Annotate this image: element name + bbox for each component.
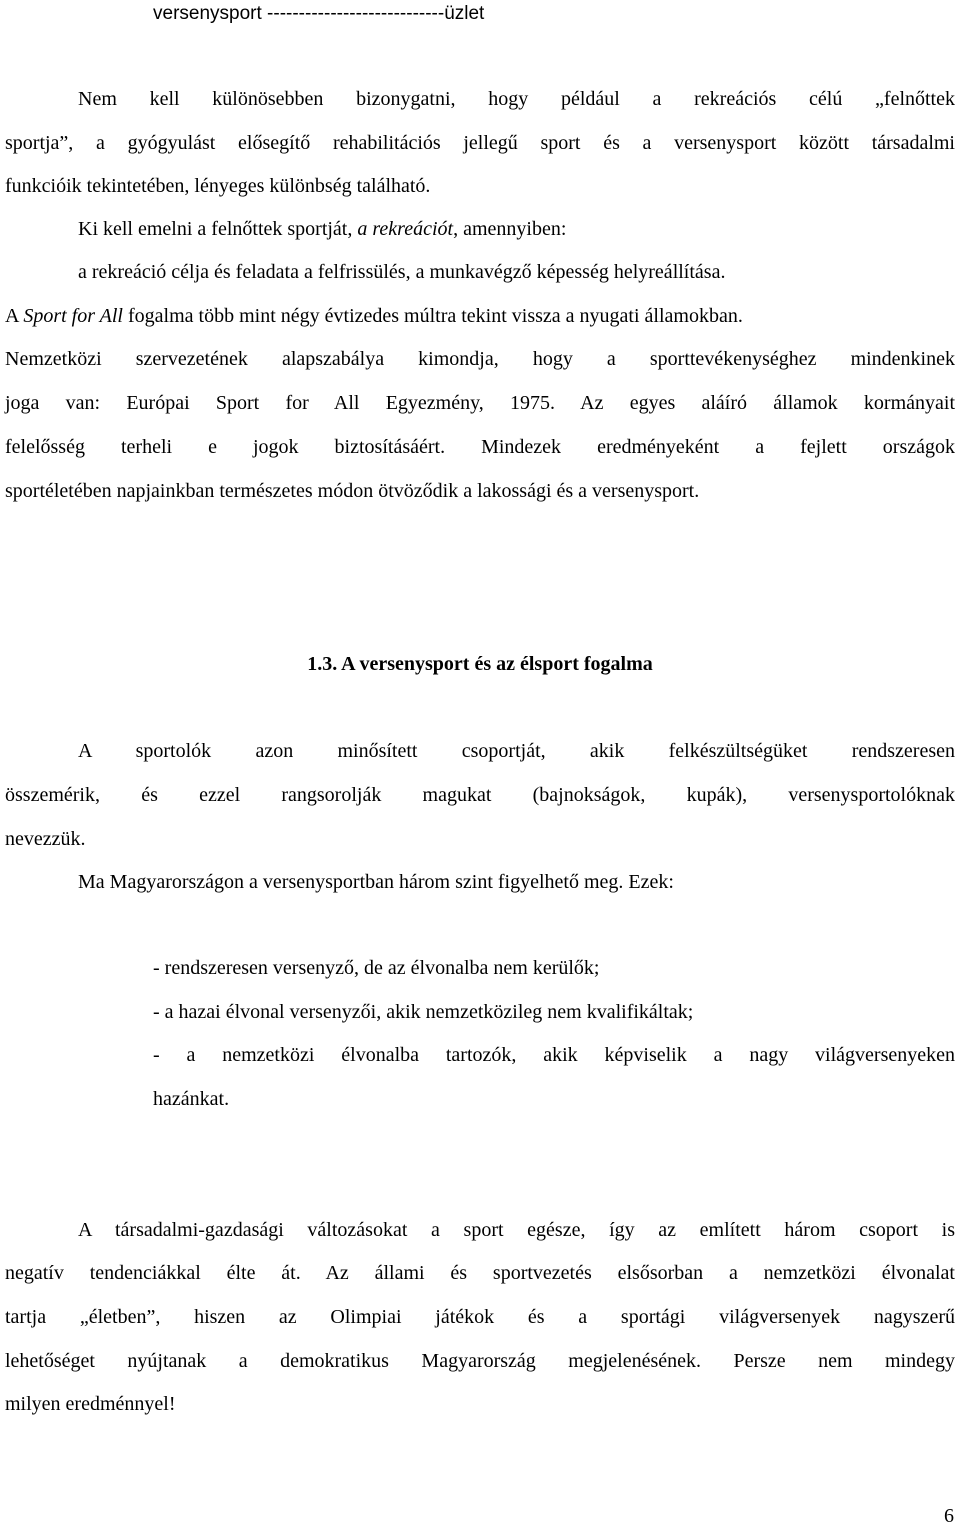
page-number: 6: [944, 1505, 954, 1527]
paragraph-2-line-1-post: , amennyiben:: [453, 218, 567, 240]
paragraph-2-line-2: a rekreáció célja és feladata a felfrissülés, a munkavégző képesség helyreállítása.: [78, 261, 726, 283]
paragraph-5-line-4: lehetőséget nyújtanak a demokratikus Magyarország megjelenésének. Persze nem mindegy: [5, 1350, 955, 1372]
paragraph-3-line-5: sportéletében napjainkban természetes módon ötvöződik a lakossági és a versenysport.: [5, 480, 700, 502]
list-item-3-line-1: - a nemzetközi élvonalba tartozók, akik képviselik a nagy világversenyeken: [153, 1044, 955, 1066]
paragraph-3-line-4: felelősség terheli e jogok biztosításáért. Mindezek eredményeként a fejlett országok: [5, 436, 955, 458]
section-heading: 1.3. A versenysport és az élsport fogalma: [307, 653, 653, 675]
paragraph-2-italic: a rekreációt: [357, 218, 454, 240]
paragraph-5-line-2: negatív tendenciákkal élte át. Az állami és sportvezetés elsősorban a nemzetközi élvonalat: [5, 1262, 955, 1284]
paragraph-3-italic: Sport for All: [23, 305, 123, 327]
paragraph-3-line-3: joga van: Európai Sport for All Egyezmény, 1975. Az egyes aláíró államok kormányait: [5, 392, 955, 414]
paragraph-2-line-1: [78, 217, 566, 241]
header-line: versenysport ----------------------------üzlet: [153, 3, 485, 24]
paragraph-4-line-1: A sportolók azon minősített csoportját, akik felkészültségüket rendszeresen: [78, 740, 955, 762]
paragraph-1-line-2: sportja”, a gyógyulást elősegítő rehabilitációs jellegű sport és a versenysport között társadalmi: [5, 132, 955, 154]
paragraph-2-line-1-pre: Ki kell emelni a felnőttek sportját,: [78, 218, 358, 240]
paragraph-5-line-5: milyen eredménnyel!: [5, 1393, 176, 1415]
list-item-1: - rendszeresen versenyző, de az élvonalba nem kerülők;: [153, 957, 600, 979]
paragraph-1-line-1: Nem kell különösebben bizonygatni, hogy például a rekreációs célú „felnőttek: [78, 88, 955, 110]
paragraph-3-line-1: [5, 304, 743, 328]
list-item-3-line-2: hazánkat.: [153, 1088, 230, 1110]
paragraph-4-line-3: nevezzük.: [5, 828, 86, 850]
paragraph-3-line-1-pre: A: [5, 305, 24, 327]
list-item-2: - a hazai élvonal versenyzői, akik nemzetközileg nem kvalifikáltak;: [153, 1001, 694, 1023]
paragraph-5-line-1: A társadalmi-gazdasági változásokat a sport egésze, így az említett három csoport is: [78, 1219, 955, 1241]
paragraph-4-line-2: összemérik, és ezzel rangsorolják magukat (bajnokságok, kupák), versenysportolóknak: [5, 784, 955, 806]
paragraph-3-line-2: Nemzetközi szervezetének alapszabálya kimondja, hogy a sporttevékenységhez mindenkinek: [5, 348, 955, 370]
paragraph-3-line-1-post: fogalma több mint négy évtizedes múltra tekint vissza a nyugati államokban.: [123, 305, 743, 327]
paragraph-1-line-3: funkcióik tekintetében, lényeges különbség található.: [5, 175, 431, 197]
paragraph-4-line-4: Ma Magyarországon a versenysportban három szint figyelhető meg. Ezek:: [78, 871, 674, 893]
paragraph-5-line-3: tartja „életben”, hiszen az Olimpiai játékok és a sportági világversenyek nagyszerű: [5, 1306, 955, 1328]
